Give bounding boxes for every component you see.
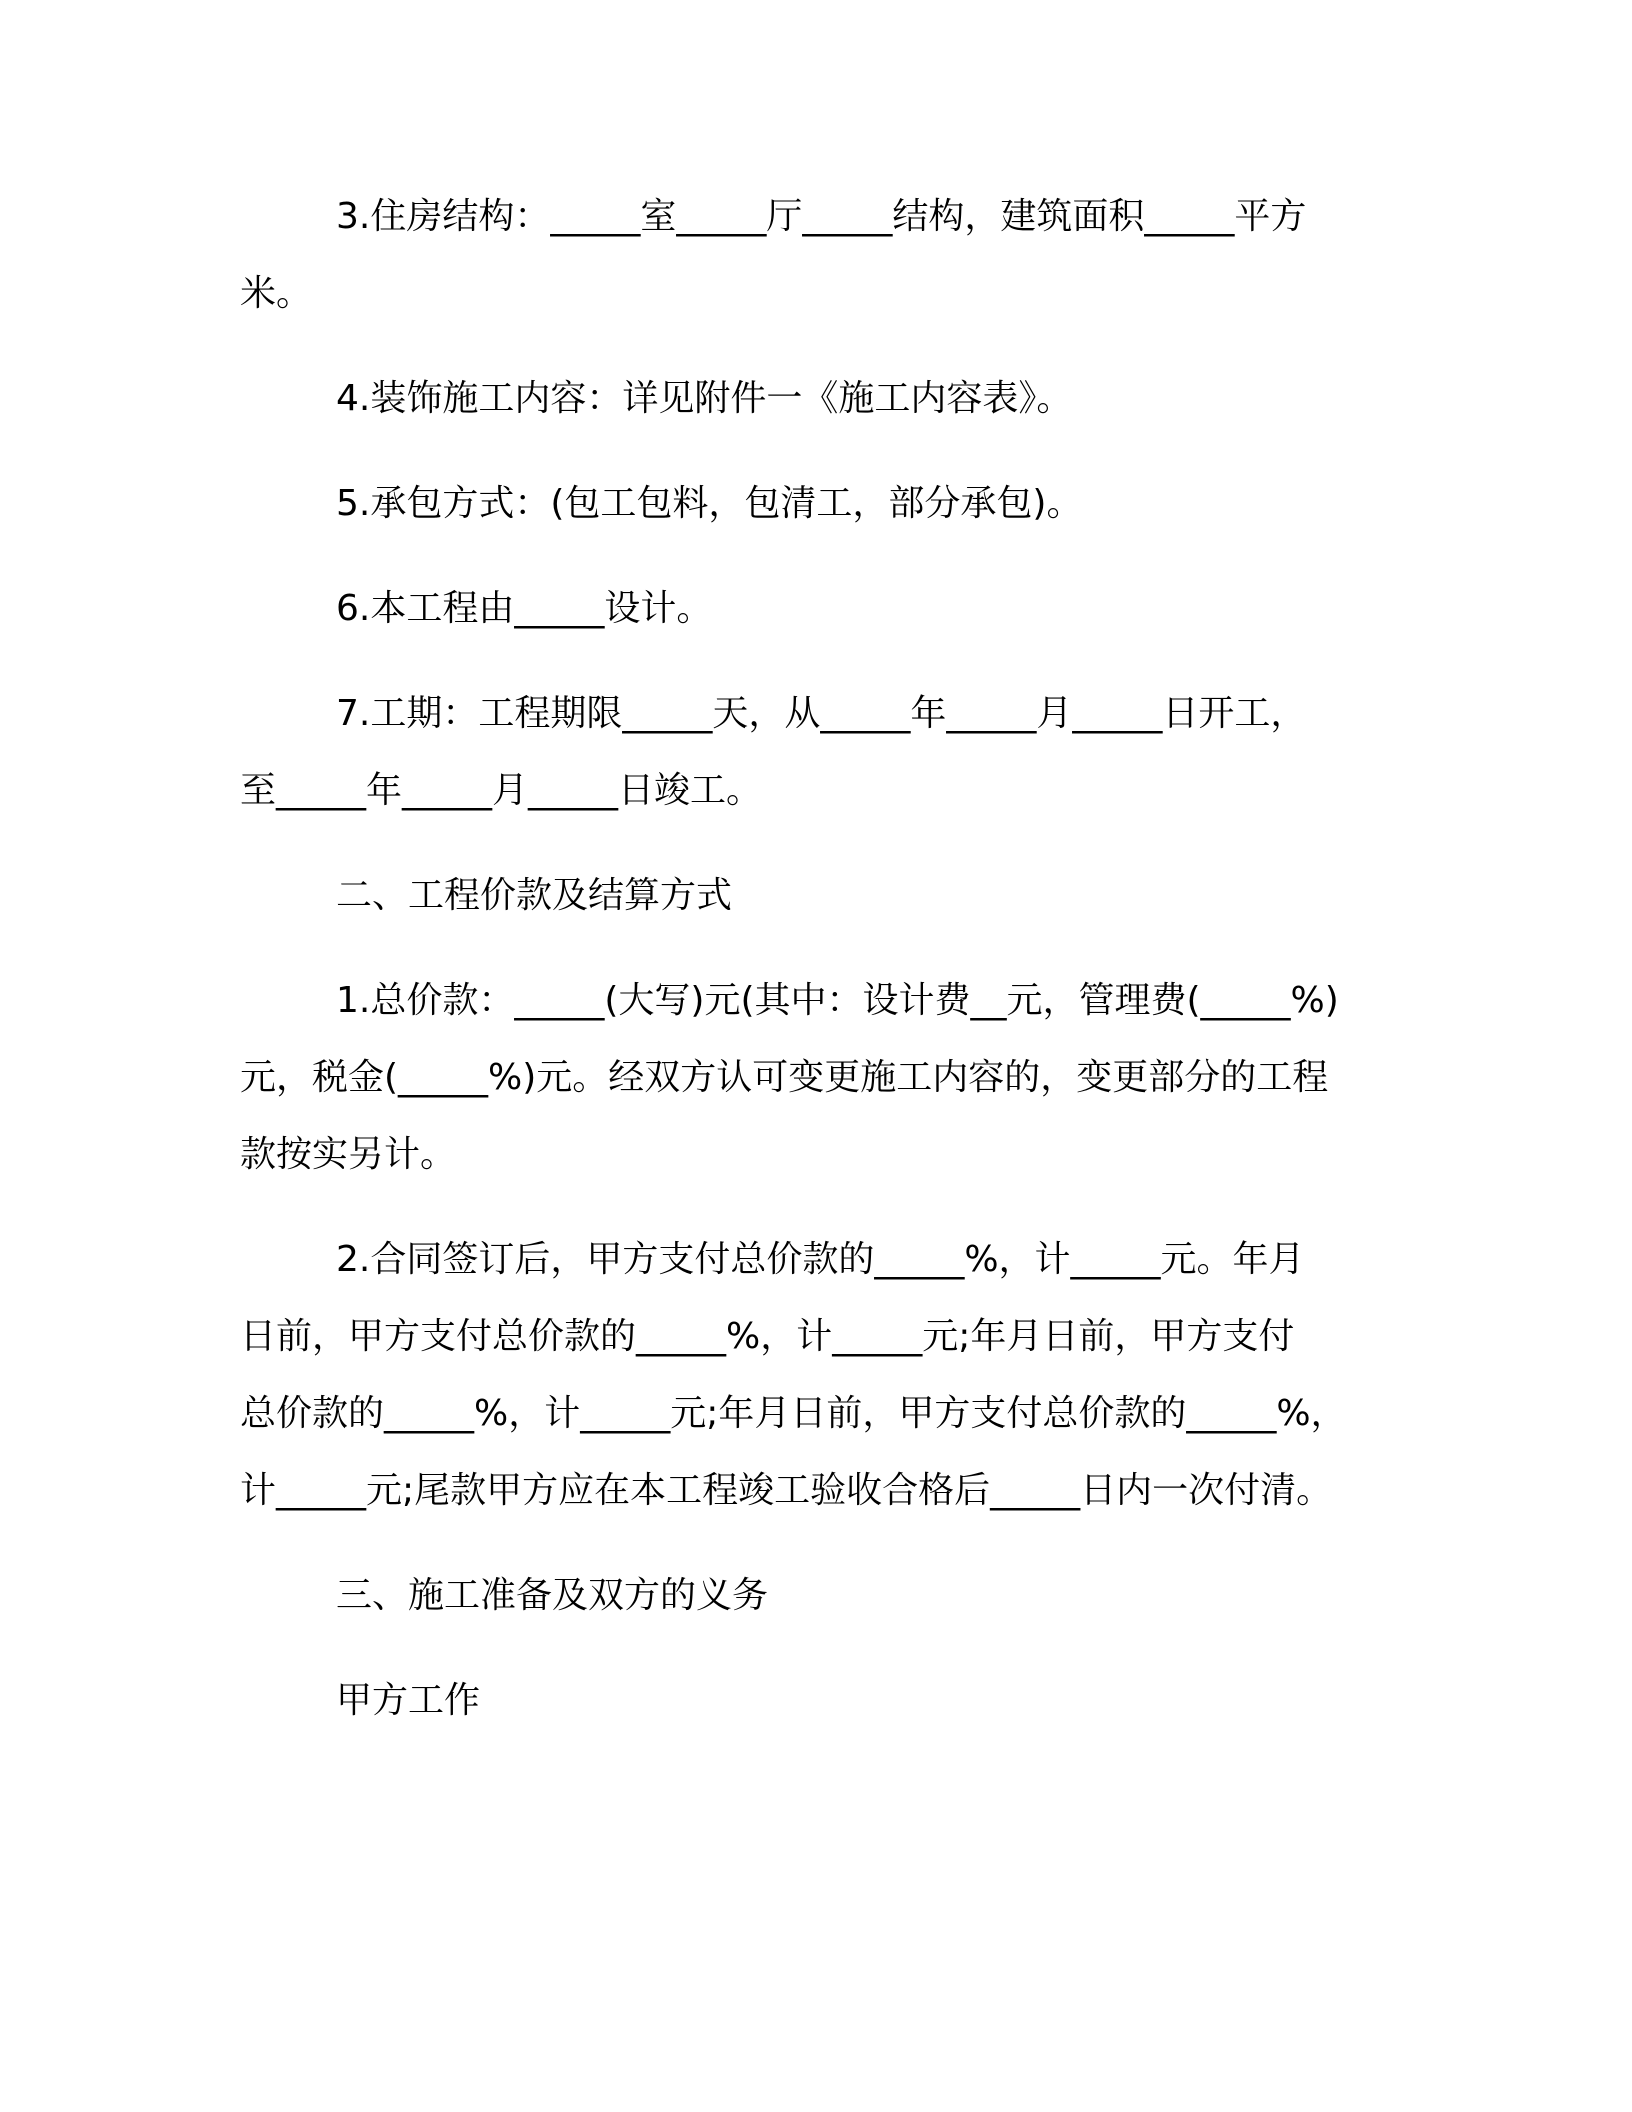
clause-payment-schedule	[240, 1221, 1400, 1529]
subheading-party-a-work	[240, 1662, 1400, 1739]
text-line: 2.合同签订后，甲方支付总价款的_____%，计_____元。年月	[336, 1239, 1305, 1280]
text-line: 元，税金(_____%)元。经双方认可变更施工内容的，变更部分的工程	[240, 1057, 1329, 1098]
section-heading: 二、工程价款及结算方式	[336, 875, 733, 916]
text-line: 至_____年_____月_____日竣工。	[240, 770, 763, 811]
text-line: 3.住房结构：_____室_____厅_____结构，建筑面积_____平方	[336, 196, 1307, 237]
section-heading-preparation-obligations	[240, 1557, 1400, 1634]
section-heading-price-settlement	[240, 857, 1400, 934]
clause-construction-period	[240, 675, 1400, 829]
subheading: 甲方工作	[336, 1680, 481, 1721]
text-line: 7.工期：工程期限_____天，从_____年_____月_____日开工，	[336, 693, 1307, 734]
text-line: 5.承包方式：(包工包料，包清工，部分承包)。	[336, 483, 1083, 524]
clause-total-price	[240, 962, 1400, 1193]
text-line: 米。	[240, 273, 313, 314]
clause-decoration-content	[240, 360, 1400, 437]
clause-housing-structure	[240, 178, 1400, 332]
text-line: 4.装饰施工内容：详见附件一《施工内容表》。	[336, 378, 1073, 419]
text-line: 6.本工程由_____设计。	[336, 588, 713, 629]
document-body	[240, 178, 1400, 1767]
text-line: 1.总价款：_____(大写)元(其中：设计费__元，管理费(_____%)	[336, 980, 1339, 1021]
text-line: 日前，甲方支付总价款的_____%，计_____元;年月日前，甲方支付	[240, 1316, 1295, 1357]
text-line: 计_____元;尾款甲方应在本工程竣工验收合格后_____日内一次付清。	[240, 1470, 1333, 1511]
clause-contract-method	[240, 465, 1400, 542]
text-line: 总价款的_____%，计_____元;年月日前，甲方支付总价款的_____%，	[240, 1393, 1347, 1434]
section-heading: 三、施工准备及双方的义务	[336, 1575, 769, 1616]
clause-design	[240, 570, 1400, 647]
text-line: 款按实另计。	[240, 1134, 457, 1175]
